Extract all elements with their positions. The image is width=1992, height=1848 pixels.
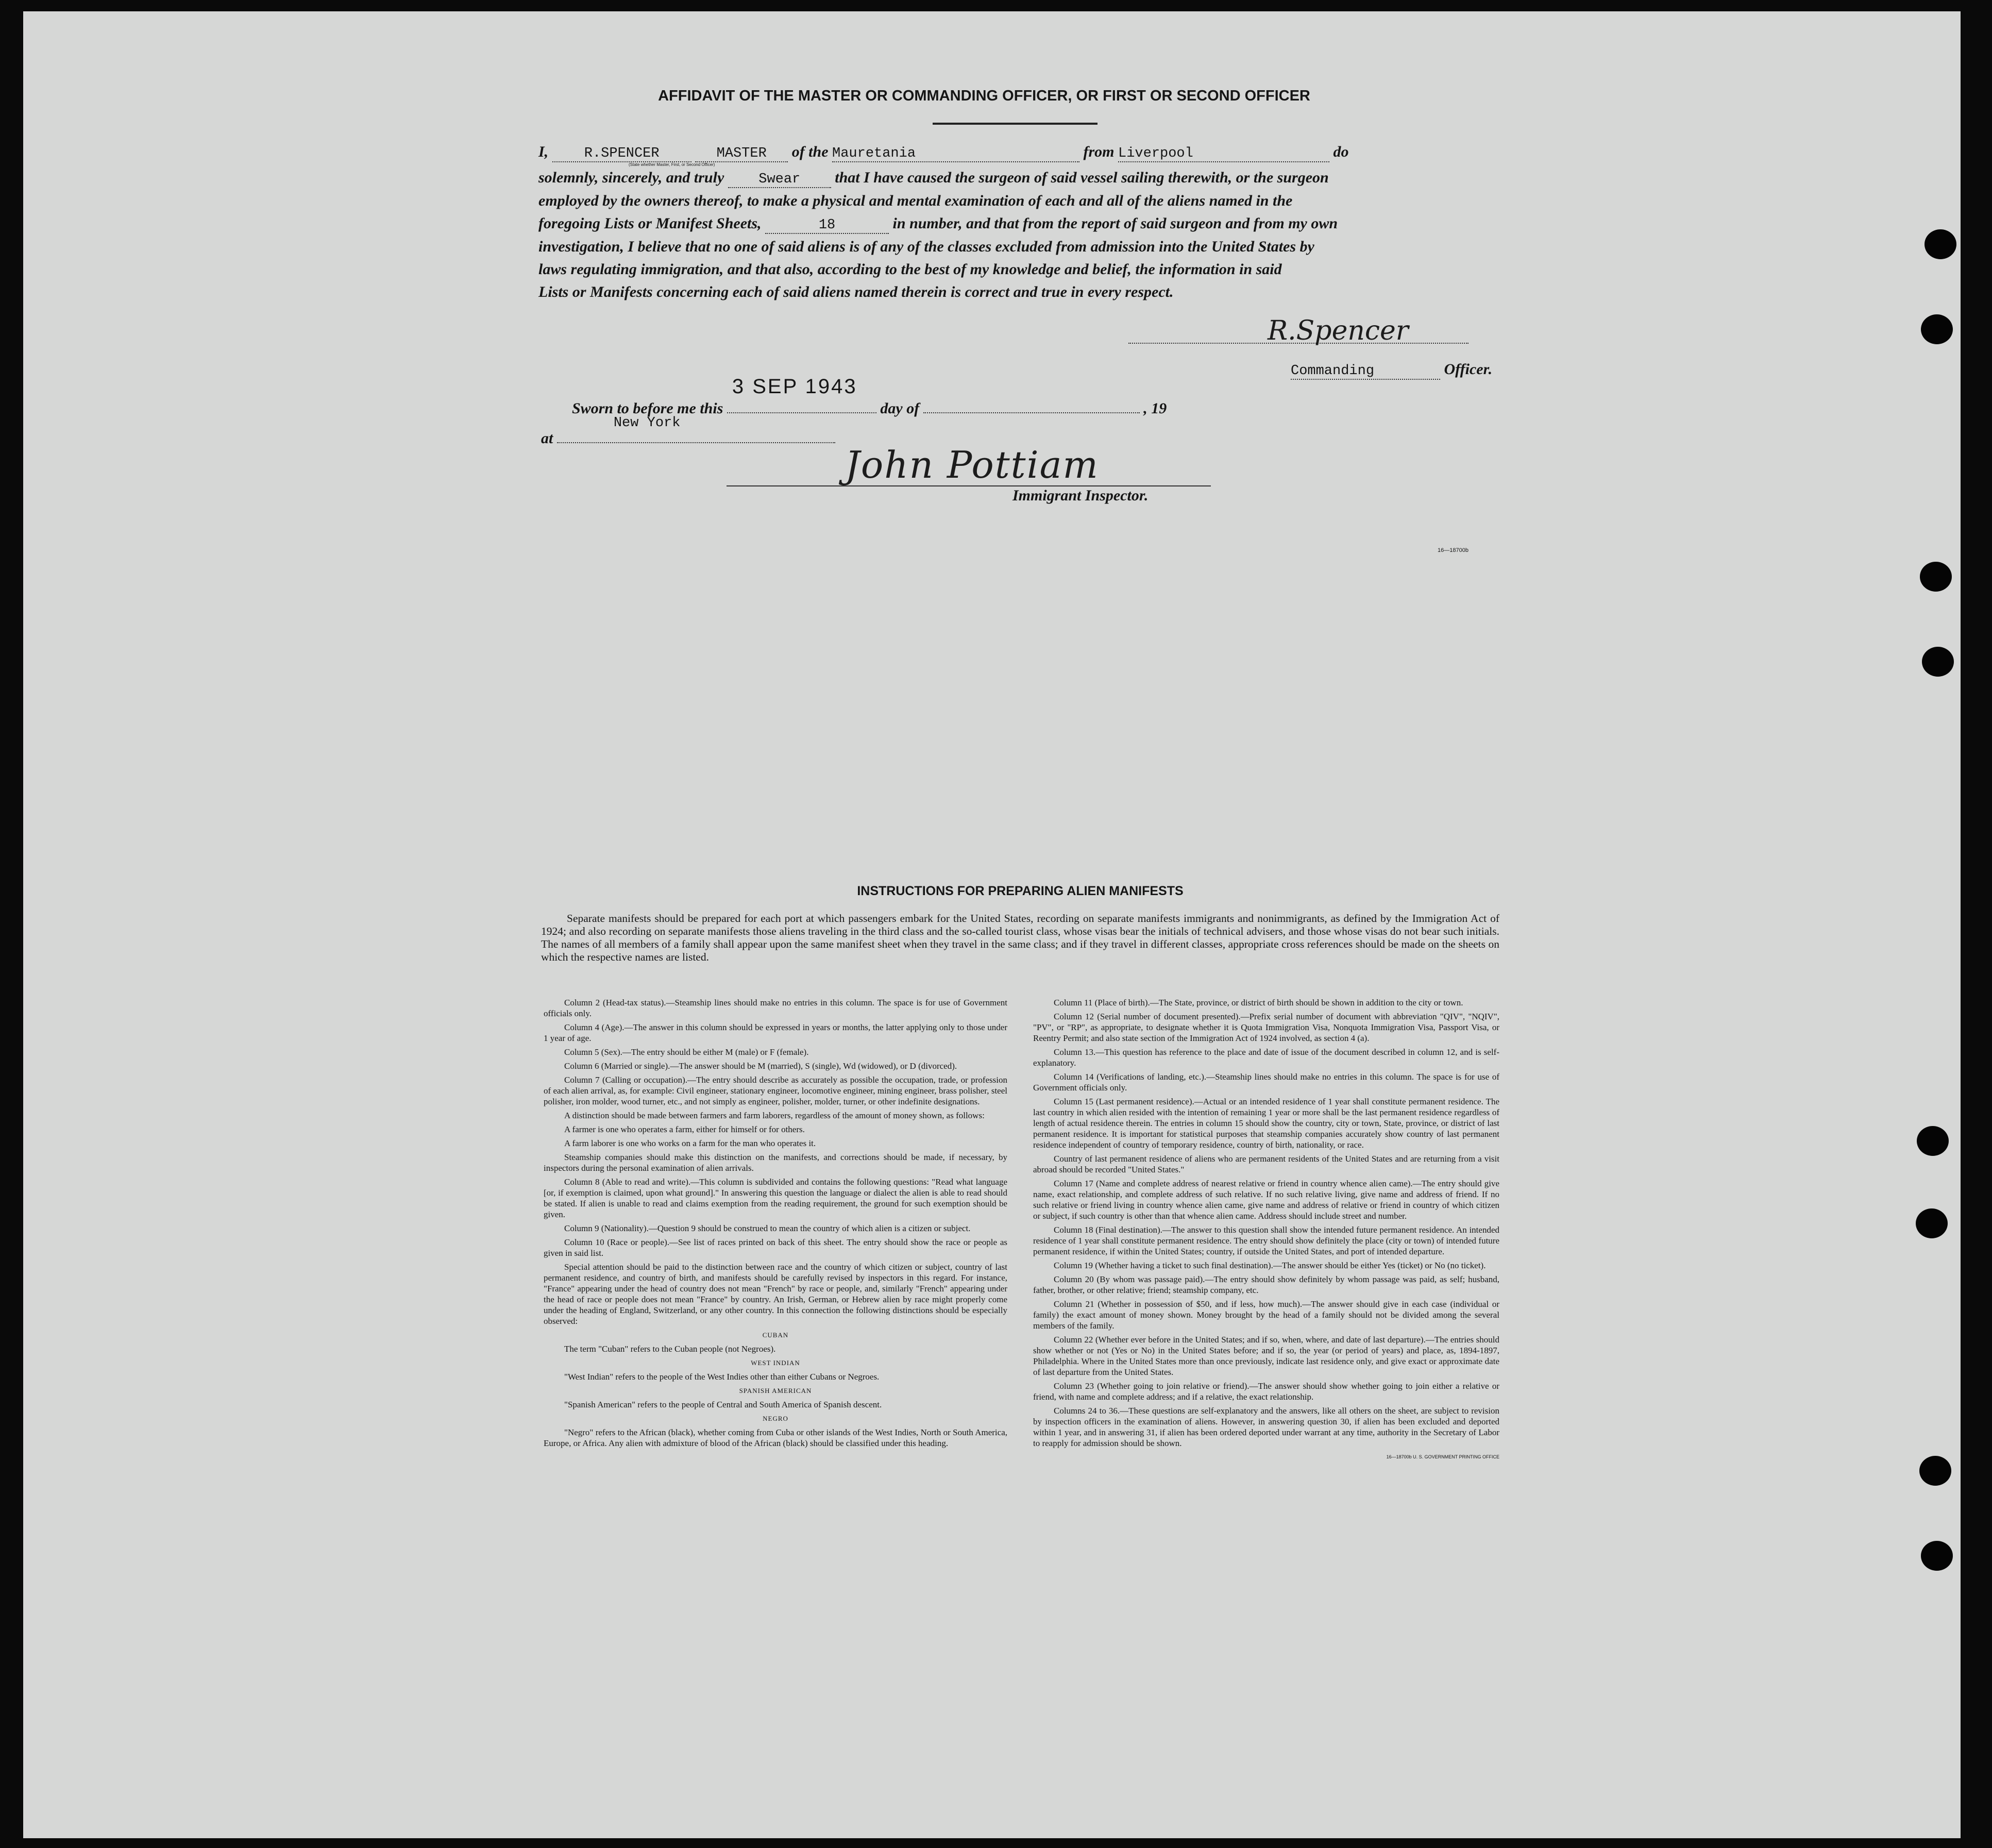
text-from: from bbox=[1083, 143, 1115, 160]
instruction-paragraph: Column 11 (Place of birth).—The State, province, or district of birth should be shown in addition to the city or town. bbox=[1054, 998, 1463, 1007]
binder-hole bbox=[1921, 1541, 1953, 1571]
sworn-label: Sworn to before me this bbox=[572, 400, 723, 417]
heading-negro: NEGRO bbox=[763, 1415, 788, 1422]
affidavit-line-7: Lists or Manifests concerning each of said aliens named therein is correct and true in every respect. bbox=[538, 283, 1174, 300]
instruction-paragraph: Columns 24 to 36.—These questions are self-explanatory and the answers, like all others on the sheet, are subject to revision by inspection officers in the examination of aliens. However, in answering question 30, if alien has been excluded and deported within 1 year, and in answering 31, if alien has been ordered deported under warrant at any time, authority in the Secretary of Labor to reapply for admission should be shown. bbox=[1033, 1406, 1499, 1448]
instruction-paragraph: Column 18 (Final destination).—The answer to this question shall show the intended future permanent residence. An intended residence of 1 year shall constitute permanent residence. The entry should show definitely the place (city or town) of intended future permanent residence, if within the United States; country, if outside the United States, and port of intended departure. bbox=[1033, 1225, 1499, 1256]
instructions-left-column bbox=[544, 997, 1007, 1452]
year-prefix: , 19 bbox=[1143, 400, 1167, 417]
instructions-right-column bbox=[1033, 997, 1499, 1463]
oath-type: Swear bbox=[728, 172, 831, 188]
instruction-paragraph: Column 12 (Serial number of document presented).—Prefix serial number of document with abbreviation "QIV", "NQIV", "PV", or "RP", as appropriate, to designate whether it is Quota Immigration Visa, Nonquota Immigration Visa, Passport Visa, or Reentry Permit; and also state section of the Immigration Act of 1924 involved, as section 4 (a). bbox=[1033, 1012, 1499, 1043]
officer-title: Commanding bbox=[1291, 363, 1440, 380]
text-after-oath: that I have caused the surgeon of said vessel sailing therewith, or the surgeon bbox=[835, 169, 1329, 186]
instruction-paragraph: "Spanish American" refers to the people of Central and South America of Spanish descent. bbox=[564, 1400, 882, 1409]
sworn-date-stamp: 3 SEP 1943 bbox=[732, 375, 857, 398]
affidavit-line-2 bbox=[538, 169, 1329, 188]
instruction-paragraph: Column 14 (Verifications of landing, etc.).—Steamship lines should make no entries in this column. The space is for use of Government officials only. bbox=[1033, 1072, 1499, 1093]
instruction-paragraph: Column 10 (Race or people).—See list of races printed on back of this sheet. The entry should show the race or people as given in said list. bbox=[544, 1237, 1007, 1258]
affidavit-line-6: laws regulating immigration, and that also, according to the best of my knowledge and belief, the information in said bbox=[538, 261, 1282, 278]
binder-hole bbox=[1920, 562, 1952, 592]
instruction-paragraph: Column 22 (Whether ever before in the United States; and if so, when, where, and date of last departure).—The entries should show whether or not (Yes or No) in the United States before; and if so, the year (or period of years) and place, as, 1894-1897, Philadelphia. Where in the United States more than once previously, indicate last residence only, and give exact or approximate date of last departure from the United States. bbox=[1033, 1335, 1499, 1377]
officer-name: R.SPENCER bbox=[552, 146, 691, 162]
master-signature: R.Spencer bbox=[1268, 315, 1409, 346]
binder-hole bbox=[1922, 647, 1954, 677]
instruction-paragraph: Column 4 (Age).—The answer in this column should be expressed in years or months, the latter applying only to those under 1 year of age. bbox=[544, 1022, 1007, 1043]
instruction-paragraph: Column 21 (Whether in possession of $50, and if less, how much).—The answer should give in each case (individual or family) the exact amount of money shown. Money brought by the head of a family should not be divided among the several members of the family. bbox=[1033, 1299, 1499, 1331]
form-number: 16—18700b bbox=[1438, 547, 1468, 553]
instruction-paragraph: Special attention should be paid to the distinction between race and the country of which citizen or subject, country of last permanent residence, and country of birth, and manifests should be carefully revised by inspectors in this regard. For instance, "France" appearing under the head of country does not mean "French" by race or people, and, similarly "French" appearing under the head of race or people does not mean "France" by country. An Irish, German, or Hebrew alien by race might properly come under the heading of England, Switzerland, or any other country. In this connection the following distinctions should be especially observed: bbox=[544, 1262, 1007, 1326]
binder-hole bbox=[1917, 1126, 1949, 1156]
text-solemnly: solemnly, sincerely, and truly bbox=[538, 169, 724, 186]
officer-line bbox=[1291, 361, 1492, 380]
at-label: at bbox=[541, 430, 553, 447]
instructions-intro bbox=[541, 912, 1499, 964]
intro-paragraph: Separate manifests should be prepared for each port at which passengers embark for the United States, recording on separate manifests immigrants and nonimmigrants, as defined by the Immigration Act of 1924; and also recording on separate manifests those aliens traveling in the third class and the so-called tourist class, whose visas bear the initials of technical advisers, and those whose visas do not bear such initials. The names of all members of a family shall appear upon the same manifest sheet when they travel in the same class; and if they travel in different classes, appropriate cross references should be made on the sheets on which the respective names are listed. bbox=[541, 912, 1499, 963]
instruction-paragraph: A farm laborer is one who works on a farm for the man who operates it. bbox=[564, 1138, 816, 1148]
instruction-paragraph: Steamship companies should make this distinction on the manifests, and corrections should be made, if necessary, by inspectors during the personal examination of alien arrivals. bbox=[544, 1152, 1007, 1173]
text-i: I, bbox=[538, 143, 549, 160]
sworn-line bbox=[572, 375, 1167, 417]
instruction-paragraph: Column 9 (Nationality).—Question 9 should be construed to mean the country of which alien is a citizen or subject. bbox=[564, 1223, 971, 1233]
officer-label: Officer. bbox=[1444, 361, 1493, 378]
instruction-paragraph: Column 15 (Last permanent residence).—Actual or an intended residence of 1 year shall constitute permanent residence. The last country in which alien resided with the intention of remaining 1 year or more shall be the last permanent residence regardless of length of actual residence therein. The entries in column 15 should show the country, city or town, State, province, or district of last permanent residence. It is important for statistical purposes that steamship companies accurately show country of last permanent residence independent of country of temporary residence, country of birth, nationality, or race. bbox=[1033, 1097, 1499, 1150]
text-line4a: foregoing Lists or Manifest Sheets, bbox=[538, 215, 762, 232]
instruction-paragraph: "West Indian" refers to the people of the West Indies other than either Cubans or Negroes. bbox=[564, 1372, 880, 1382]
instruction-paragraph: Column 19 (Whether having a ticket to such final destination).—The answer should be either Yes (ticket) or No (no ticket). bbox=[1054, 1261, 1486, 1270]
heading-cuban: CUBAN bbox=[762, 1331, 789, 1339]
binder-hole bbox=[1921, 314, 1953, 344]
day-of-label: day of bbox=[880, 400, 920, 417]
affidavit-line-1 bbox=[538, 143, 1349, 162]
affidavit-title: AFFIDAVIT OF THE MASTER OR COMMANDING OFFICER, OR FIRST OR SECOND OFFICER bbox=[658, 88, 1310, 104]
instruction-paragraph: "Negro" refers to the African (black), whether coming from Cuba or other islands of the West Indies, North or South America, Europe, or Africa. Any alien with admixture of blood of the African (black) should be classified under this heading. bbox=[544, 1427, 1007, 1448]
instruction-paragraph: A distinction should be made between farmers and farm laborers, regardless of the amount of money shown, as follows: bbox=[564, 1111, 985, 1120]
instruction-paragraph: Column 5 (Sex).—The entry should be either M (male) or F (female). bbox=[564, 1047, 809, 1057]
instruction-paragraph: Column 8 (Able to read and write).—This column is subdivided and contains the following questions: "Read what language [or, if exemption is claimed, upon what ground]." In answering this question the language or dialect the alien is able to read should be stated. If alien is unable to read and claims exemption from the reading requirement, the ground for such exemption should be given. bbox=[544, 1177, 1007, 1219]
instruction-paragraph: Country of last permanent residence of aliens who are permanent residents of the United States and are returning from a visit abroad should be recorded "United States." bbox=[1033, 1154, 1499, 1174]
instruction-paragraph: A farmer is one who operates a farm, either for himself or for others. bbox=[564, 1124, 805, 1134]
binder-hole bbox=[1916, 1208, 1948, 1238]
officer-rank: MASTER bbox=[695, 146, 788, 162]
instruction-paragraph: Column 2 (Head-tax status).—Steamship lines should make no entries in this column. The space is for use of Government officials only. bbox=[544, 998, 1007, 1018]
instruction-paragraph: Column 23 (Whether going to join relative or friend).—The answer should show whether going to join either a relative or friend, with name and complete address; and if a relative, the exact relationship. bbox=[1033, 1381, 1499, 1402]
instruction-paragraph: Column 17 (Name and complete address of nearest relative or friend in country whence alien came).—The entry should give name, exact relationship, and complete address of such relative. If no such relative living, give name and address of friend. If no such relative or friend living in country whence alien came, give name and address of relative or friend in country of which citizen or subject, if such country is other than that whence alien came. Address should include street and number. bbox=[1033, 1179, 1499, 1221]
instruction-paragraph: Column 6 (Married or single).—The answer should be M (married), S (single), Wd (widowed), or D (divorced). bbox=[564, 1061, 957, 1071]
text-do: do bbox=[1333, 143, 1349, 160]
text-line4b: in number, and that from the report of said surgeon and from my own bbox=[892, 215, 1338, 232]
instruction-paragraph: Column 13.—This question has reference to the place and date of issue of the document described in column 12, and is self-explanatory. bbox=[1033, 1047, 1499, 1068]
instructions-title: INSTRUCTIONS FOR PREPARING ALIEN MANIFESTS bbox=[857, 884, 1184, 898]
heading-west-indian: WEST INDIAN bbox=[751, 1359, 800, 1367]
vessel-name: Mauretania bbox=[832, 146, 1079, 162]
port-name: Liverpool bbox=[1118, 146, 1329, 162]
binder-hole bbox=[1919, 1456, 1951, 1486]
inspector-label: Immigrant Inspector. bbox=[1012, 487, 1149, 504]
text-of-the: of the bbox=[791, 143, 829, 160]
instruction-paragraph: Column 7 (Calling or occupation).—The entry should describe as accurately as possible the occupation, trade, or profession of each alien arrival, as, for example: Civil engineer, stationary engineer, locomotive engineer, mining engineer, brass polisher, steel polisher, iron molder, wood turner, etc., and not simply as engineer, polisher, molder, turner, or other indefinite designations. bbox=[544, 1075, 1007, 1106]
heading-spanish-american: SPANISH AMERICAN bbox=[739, 1387, 812, 1395]
instruction-paragraph: The term "Cuban" refers to the Cuban people (not Negroes). bbox=[564, 1344, 776, 1354]
affidavit-line-5: investigation, I believe that no one of said aliens is of any of the classes excluded from admission into the United States by bbox=[538, 238, 1314, 255]
title-rule bbox=[933, 123, 1098, 125]
sheet-count: 18 bbox=[765, 217, 889, 234]
at-line bbox=[541, 415, 835, 447]
place-name: New York bbox=[613, 415, 681, 431]
printing-office-footer: 16—18700b U. S. GOVERNMENT PRINTING OFFICE bbox=[1386, 1454, 1499, 1459]
affidavit-line-3: employed by the owners thereof, to make a physical and mental examination of each and all of the aliens named in the bbox=[538, 192, 1293, 209]
rank-note: (State whether Master, First, or Second Officer) bbox=[629, 162, 715, 167]
affidavit-line-4 bbox=[538, 215, 1338, 234]
instruction-paragraph: Column 20 (By whom was passage paid).—The entry should show definitely by whom passage was paid, as self; husband, father, brother, or other relative; friend; steamship company, etc. bbox=[1033, 1274, 1499, 1295]
binder-hole bbox=[1925, 229, 1956, 259]
inspector-signature: John Pottiam bbox=[845, 443, 1099, 486]
